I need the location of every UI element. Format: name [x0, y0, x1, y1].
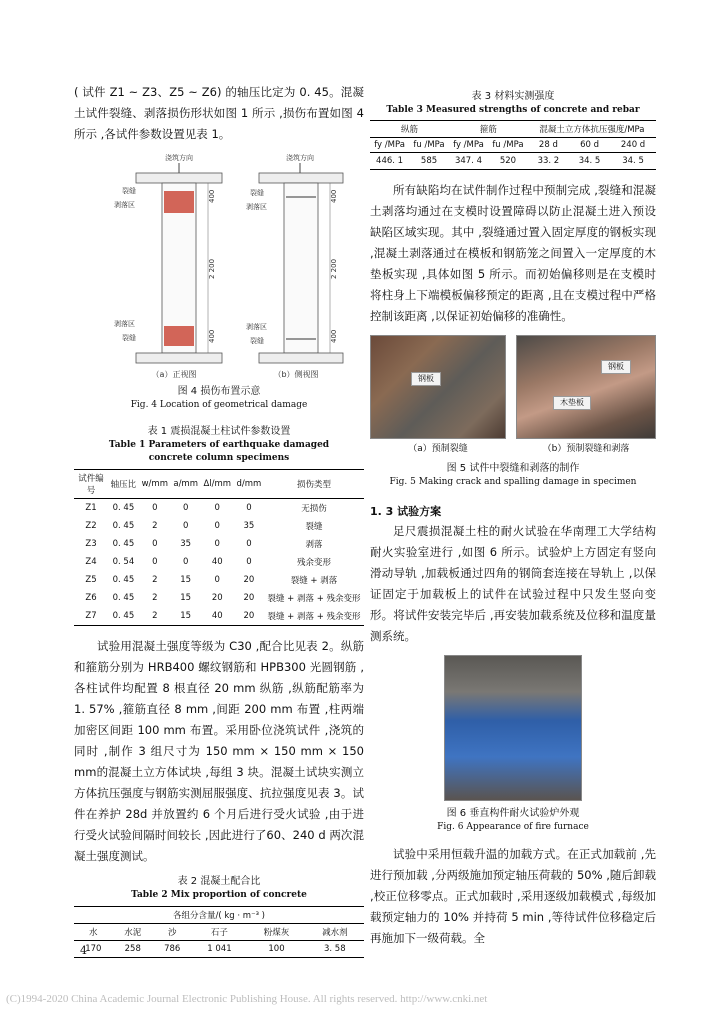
table2-header: 沙: [153, 924, 192, 941]
table2-header: 水: [74, 924, 113, 941]
paragraph-materials: 试验用混凝土强度等级为 C30 ,配合比见表 2。纵筋和箍筋分别为 HRB400 螺纹钢筋和 HPB300 光圆钢筋 ,各柱试件均配置 8 根直径 20 mm 纵筋 ,纵筋配筋率为 1. 57% ,箍筋直径 8 mm ,间距 200 mm 布置 ,柱两端加密区间距 100 mm 布置。采用卧位浇筑试件 ,浇筑的同时 ,制作 3 组尺寸为 150 mm × 150 mm × 150 mm的混凝土立方体试块 ,每组 3 块。混凝土试块实测立方体抗压强度与钢筋实测屈服强度、抗拉强度见表 3。试件在养护 28d 并放置约 6 个月后进行受火试验 ,由于进行受火试验间隔时间较长 ,因此进行了60、240 d 两次混凝土强度测试。: [74, 639, 364, 863]
fig6-caption-cn: 图 6 垂直构件耐火试验炉外观: [446, 808, 580, 819]
table3-caption-cn: 表 3 材料实测强度: [471, 91, 555, 102]
label-wood-pad: 木垫板: [553, 396, 591, 410]
label-steel-plate-a: 钢板: [411, 372, 441, 386]
cell: 34. 5: [622, 156, 644, 166]
fig5-caption-en: Fig. 5 Making crack and spalling damage in specimen: [389, 477, 637, 487]
cell: 347. 4: [454, 156, 482, 166]
figure-4: [74, 151, 364, 419]
label-steel-plate-b: 钢板: [601, 360, 631, 374]
front-dim-top: 400: [208, 189, 216, 203]
cell: 0. 45: [112, 611, 135, 621]
front-label-spall-top: 剥落区: [114, 201, 135, 209]
cell: 剥落: [305, 540, 323, 550]
side-label-spall-top: 剥落区: [246, 203, 267, 211]
table2-header: 粉煤灰: [247, 924, 305, 941]
cell: Z1: [85, 503, 97, 513]
table1-caption-cn: 表 1 震损混凝土柱试件参数设置: [147, 426, 291, 437]
photo-fire-furnace: [444, 655, 582, 801]
front-dim-bottom: 400: [208, 329, 216, 343]
table-row: [370, 153, 656, 170]
table3-header: fy /MPa: [370, 138, 409, 153]
table1-grid: [74, 469, 364, 626]
cell: 35: [243, 521, 255, 531]
cell: 0: [182, 557, 189, 567]
table2-group-header: 各组分含量/( kg · m⁻³ ): [74, 907, 364, 924]
cell: 258: [124, 944, 141, 954]
side-label-spall-bottom: 剥落区: [246, 323, 267, 331]
cell: 100: [268, 944, 285, 954]
cell: 40: [211, 611, 223, 621]
cell: 0: [214, 575, 220, 585]
cell: 0: [214, 539, 220, 549]
table1-caption-en-line2: concrete column specimens: [148, 453, 290, 463]
cell: 520: [499, 156, 517, 166]
table-row: [74, 553, 364, 571]
table1-header: d/mm: [234, 470, 264, 499]
table3-grid: [370, 120, 656, 170]
front-view-title: 浇筑方向: [165, 154, 193, 162]
cell: 裂缝 + 剥落: [290, 576, 338, 586]
table-row: [74, 589, 364, 607]
cell: 20: [243, 593, 255, 603]
table1-caption-en-line1: Table 1 Parameters of earthquake damaged: [108, 440, 330, 450]
table3-header: fu /MPa: [488, 138, 528, 153]
cell: 0. 45: [112, 503, 135, 513]
table2-header: 石子: [192, 924, 248, 941]
cell: Z7: [85, 611, 97, 621]
table2-caption-en: Table 2 Mix proportion of concrete: [131, 890, 307, 900]
cell: 0. 45: [112, 593, 135, 603]
damage-layout-drawing: [74, 151, 364, 381]
cell: 2: [152, 611, 158, 621]
side-dim-mid: 2 200: [330, 258, 338, 279]
front-view: [114, 153, 222, 363]
cell: 2: [152, 521, 158, 531]
table3-header: fy /MPa: [449, 138, 488, 153]
table-2: [74, 875, 364, 958]
table3-caption-en-wrap: [370, 104, 656, 117]
left-column: [74, 82, 364, 958]
cell: 0. 45: [112, 539, 135, 549]
table3-header: 240 d: [610, 138, 656, 153]
cell: 585: [420, 156, 438, 166]
side-label-crack-top: 裂缝: [250, 189, 264, 197]
paragraph-intro: ( 试件 Z1 ~ Z3、Z5 ~ Z6) 的轴压比定为 0. 45。混凝土试件裂缝、剥落损伤形状如图 1 所示 ,损伤布置如图 4 所示 ,各试件参数设置见表 1。: [74, 85, 364, 141]
table-row: [74, 517, 364, 535]
side-dim-top: 400: [330, 189, 338, 203]
cell: Z6: [85, 593, 97, 603]
page-number: 4: [80, 944, 87, 957]
cell: 0. 54: [112, 557, 135, 567]
paragraph-test-setup: 足尺震损混凝土柱的耐火试验在华南理工大学结构耐火实验室进行 ,如图 6 所示。试验炉上方固定有竖向滑动导轨 ,加载板通过四角的钢筒套连接在导轨上 ,以保证固定于加载板上的试件在试验过程中只发生竖向变形。将试件安装完毕后 ,再安装加载系统及位移和温度量测系统。: [370, 524, 656, 643]
photo-precast-crack: [370, 335, 506, 439]
fig5-sub-a: （a）预制裂缝: [408, 444, 468, 454]
copyright-footer: (C)1994-2020 China Academic Journal Electronic Publishing House. All rights reserved. http://www.cnki.net: [6, 993, 488, 1005]
cell: 裂缝 + 剥落 + 残余变形: [267, 594, 361, 604]
cell: 0. 45: [112, 575, 135, 585]
cell: 446. 1: [376, 156, 404, 166]
table3-group-header: 箍筋: [449, 121, 528, 138]
front-label-crack-bottom: 裂缝: [122, 334, 136, 342]
fig6-caption-en: Fig. 6 Appearance of fire furnace: [437, 822, 589, 832]
cell: 15: [180, 575, 192, 585]
paragraph-loading: 试验中采用恒载升温的加载方式。在正式加载前 ,先进行预加载 ,分两级施加预定轴压荷载的 50% ,随后卸载 ,校正位移零点。正式加载时 ,采用逐级加载模式 ,每级加载预定轴力的 10% 并持荷 5 min ,等待试件位移稳定后再施加下一级荷载。全: [370, 847, 656, 945]
table2-grid: [74, 906, 364, 958]
table1-caption-en: [74, 439, 364, 465]
figure-6: [370, 655, 656, 834]
table3-group-header: 混凝土立方体抗压强度/MPa: [528, 121, 656, 138]
table3-caption-en: Table 3 Measured strengths of concrete and rebar: [386, 105, 640, 115]
side-view-title: 浇筑方向: [286, 154, 314, 162]
table1-header: Δl/mm: [201, 470, 234, 499]
cell: 裂缝 + 剥落 + 残余变形: [267, 612, 361, 622]
cell: 170: [85, 944, 102, 954]
cell: Z5: [85, 575, 97, 585]
fig4-sub-b: （b）侧视图: [273, 370, 319, 379]
table2-header: 水泥: [113, 924, 153, 941]
cell: 20: [243, 611, 255, 621]
figure-5: [370, 335, 656, 489]
table1-header: 轴压比: [108, 470, 139, 499]
section-heading: 1. 3 试验方案: [370, 505, 442, 518]
cell: 0. 45: [112, 521, 135, 531]
cell: 0: [214, 503, 220, 513]
table1-header: w/mm: [139, 470, 171, 499]
table-row: [74, 571, 364, 589]
table-row: [74, 499, 364, 518]
table3-header: 28 d: [528, 138, 569, 153]
side-dim-bottom: 400: [330, 329, 338, 343]
fig5-caption-cn: 图 5 试件中裂缝和剥落的制作: [446, 463, 580, 474]
paragraph-defects: 所有缺陷均在试件制作过程中预制完成 ,裂缝和混凝土剥落均通过在支模时设置障碍以防止混凝土进入预设缺陷区域实现。其中 ,裂缝通过置入固定厚度的钢板实现 ,混凝土剥落通过在模板和钢筋笼之间置入一定厚度的木垫板实现 ,具体如图 5 所示。而初始偏移则是在支模时将柱身上下端模板偏移预定的距离 ,且在支模过程中严格控制该距离 ,以保证初始偏移的准确性。: [370, 183, 656, 323]
cell: 15: [180, 611, 192, 621]
cell: 0: [152, 557, 158, 567]
cell: 2: [152, 593, 158, 603]
table3-group-header: 纵筋: [370, 121, 449, 138]
fig5-sub-b: （b）预制裂缝和剥落: [542, 444, 630, 454]
cell: 34. 5: [578, 156, 601, 166]
cell: 0: [182, 503, 189, 513]
cell: 0: [214, 521, 220, 531]
photo-precast-crack-spall: [516, 335, 656, 439]
cell: 0: [246, 539, 252, 549]
cell: 0: [246, 503, 252, 513]
cell: 裂缝: [305, 522, 323, 532]
cell: 786: [164, 944, 181, 954]
table1-header: a/mm: [171, 470, 201, 499]
front-dim-mid: 2 200: [208, 258, 216, 279]
cell: 35: [180, 539, 192, 549]
table1-header: 试件编号: [74, 470, 108, 499]
table3-header: fu /MPa: [409, 138, 449, 153]
cell: 0: [152, 539, 158, 549]
table-3: [370, 90, 656, 170]
table-row: [74, 941, 364, 958]
fig4-caption-cn: 图 4 损伤布置示意: [177, 386, 261, 397]
table2-header: 减水剂: [306, 924, 364, 941]
table1-header: 损伤类型: [264, 470, 364, 499]
table-1: [74, 425, 364, 626]
cell: 33. 2: [537, 156, 560, 166]
table2-caption-en-wrap: [74, 889, 364, 902]
cell: 2: [152, 575, 158, 585]
cell: 0: [246, 557, 252, 567]
cell: 1 041: [207, 944, 232, 954]
side-view: [246, 153, 343, 363]
cell: 0: [152, 503, 158, 513]
table-row: [74, 535, 364, 553]
cell: 残余变形: [296, 558, 331, 568]
cell: 3. 58: [324, 944, 346, 954]
table-row: [74, 607, 364, 626]
fig4-caption-en: Fig. 4 Location of geometrical damage: [130, 400, 308, 410]
cell: 无损伤: [301, 504, 327, 514]
cell: Z4: [85, 557, 97, 567]
cell: Z3: [85, 539, 97, 549]
fig4-sub-a: （a）正视图: [151, 370, 197, 379]
side-label-crack-bottom: 裂缝: [250, 337, 264, 345]
table3-header: 60 d: [569, 138, 610, 153]
cell: Z2: [85, 521, 97, 531]
right-column: [370, 82, 656, 949]
cell: 15: [180, 593, 192, 603]
cell: 20: [243, 575, 255, 585]
cell: 40: [211, 557, 223, 567]
front-label-crack-top: 裂缝: [122, 187, 136, 195]
cell: 0: [182, 521, 189, 531]
cell: 20: [211, 593, 223, 603]
table2-caption-cn: 表 2 混凝土配合比: [177, 876, 261, 887]
front-label-spall-bottom: 剥落区: [114, 320, 135, 328]
